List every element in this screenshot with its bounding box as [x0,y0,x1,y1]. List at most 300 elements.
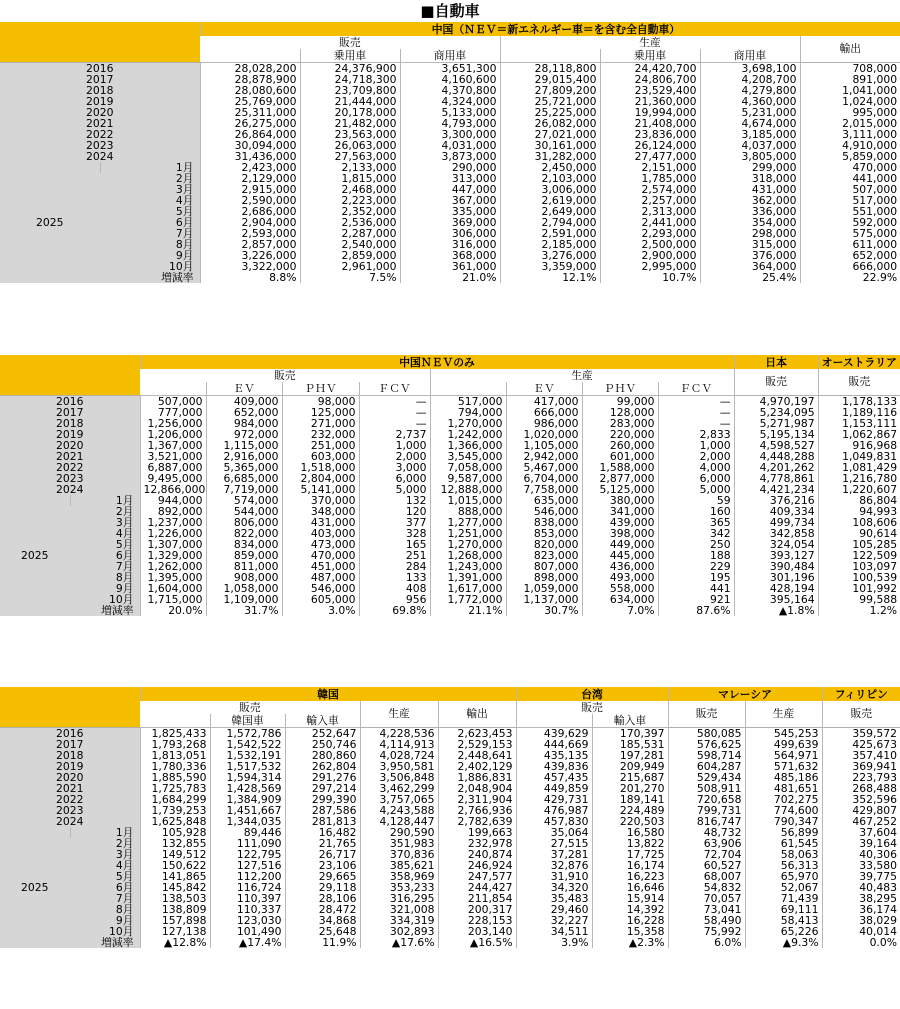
data-cell: 564,971 [745,750,822,761]
table-row [0,594,900,605]
month-label: 1月 [70,827,140,838]
data-cell: 252,647 [285,727,360,739]
data-cell: 75,992 [668,926,745,937]
data-cell: 209,949 [592,761,668,772]
change-rate-label: 増減率 [100,272,200,283]
data-cell: 2,916,000 [206,451,282,462]
data-cell: 86,804 [818,495,900,506]
data-cell: 921 [658,594,734,605]
data-cell: 26,275,000 [200,118,300,129]
data-cell: 5,133,000 [400,107,500,118]
data-cell: 1,391,000 [430,572,506,583]
data-cell: 203,140 [438,926,516,937]
data-cell: 318,000 [700,173,800,184]
table-row [0,539,900,550]
year-label: 2017 [0,739,140,750]
data-cell: 444,669 [516,739,592,750]
data-cell: 5,000 [658,484,734,495]
table-row [0,484,900,495]
table-row [0,74,900,85]
month-label: 8月 [70,904,140,915]
data-cell: 127,516 [210,860,285,871]
data-cell: 1,153,111 [818,418,900,429]
data-cell: 820,000 [506,539,582,550]
data-cell: 601,000 [582,451,658,462]
data-cell: 1,542,522 [210,739,285,750]
data-cell: 4,674,000 [700,118,800,129]
t3-malaysia-header: マレーシア [668,687,822,701]
data-cell: 229 [658,561,734,572]
data-cell: 120 [359,506,430,517]
data-cell: 485,186 [745,772,822,783]
change-rate-cell: 7.5% [300,272,400,283]
table-row [0,451,900,462]
data-cell: 377 [359,517,430,528]
data-cell: 150,622 [140,860,210,871]
data-cell: 1,886,831 [438,772,516,783]
data-cell: 15,358 [592,926,668,937]
data-cell: 165 [359,539,430,550]
data-cell: 328 [359,528,430,539]
data-cell: 58,063 [745,849,822,860]
data-cell: 1,220,607 [818,484,900,495]
data-cell: 551,000 [800,206,900,217]
year-label: 2020 [0,440,140,451]
data-cell: 799,731 [668,805,745,816]
table-row [0,904,900,915]
data-cell: 357,410 [822,750,900,761]
data-cell: 48,732 [668,827,745,838]
data-cell: 398,000 [582,528,658,539]
data-cell: 4,598,527 [734,440,818,451]
change-rate-cell: 12.1% [500,272,600,283]
change-rate-cell: 6.0% [668,937,745,948]
data-cell: 15,914 [592,893,668,904]
data-cell: 580,085 [668,727,745,739]
data-cell: 708,000 [800,62,900,74]
t2-group-header: 中国ＮＥＶのみ [140,355,734,369]
data-cell: 302,893 [360,926,438,937]
data-cell: 2,133,000 [300,162,400,173]
year-label: 2016 [0,62,200,74]
data-cell: 439,000 [582,517,658,528]
year-label: 2022 [0,794,140,805]
data-cell: 25,648 [285,926,360,937]
data-cell: 470,000 [800,162,900,173]
data-cell: 1,344,035 [210,816,285,827]
data-cell: 1,572,786 [210,727,285,739]
data-cell: 544,000 [206,506,282,517]
data-cell: — [359,395,430,407]
data-cell: — [658,407,734,418]
data-cell: — [359,407,430,418]
data-cell: 806,000 [206,517,282,528]
data-cell: 341,000 [582,506,658,517]
data-cell: 4,279,800 [700,85,800,96]
month-label: 10月 [70,926,140,937]
data-cell: 441 [658,583,734,594]
data-cell: 316,295 [360,893,438,904]
data-cell: 25,721,000 [500,96,600,107]
data-cell: 1,206,000 [140,429,206,440]
data-cell: 197,281 [592,750,668,761]
data-cell: 1,813,051 [140,750,210,761]
month-label: 7月 [100,228,200,239]
data-cell: 390,484 [734,561,818,572]
year-label: 2022 [0,462,140,473]
table-row [0,871,900,882]
data-cell: 250,746 [285,739,360,750]
data-cell: 211,854 [438,893,516,904]
data-cell: 576,625 [668,739,745,750]
data-cell: 2,287,000 [300,228,400,239]
change-rate-cell: 8.8% [200,272,300,283]
month-label: 2月 [100,173,200,184]
data-cell: 2,313,000 [600,206,700,217]
table-row [0,750,900,761]
data-cell: 3,000 [359,462,430,473]
data-cell: 1,256,000 [140,418,206,429]
data-cell: 1,020,000 [506,429,582,440]
data-cell: 1,785,000 [600,173,700,184]
data-cell: 1,226,000 [140,528,206,539]
data-cell: 5,195,134 [734,429,818,440]
t2-sales-fcv-header: ＦＣＶ [359,382,430,395]
data-cell: 1,237,000 [140,517,206,528]
data-cell: 352,596 [822,794,900,805]
data-cell: 529,434 [668,772,745,783]
data-cell: 467,252 [822,816,900,827]
data-cell: 1,243,000 [430,561,506,572]
data-cell: 188 [658,550,734,561]
data-cell: 892,000 [140,506,206,517]
data-cell: 370,000 [282,495,359,506]
asia-table [0,687,900,948]
table-row [0,96,900,107]
data-cell: 122,509 [818,550,900,561]
data-cell: 790,347 [745,816,822,827]
data-cell: 1,617,000 [430,583,506,594]
table-row [0,118,900,129]
data-cell: 476,987 [516,805,592,816]
data-cell: 1,262,000 [140,561,206,572]
data-cell: 27,563,000 [300,151,400,162]
data-cell: 811,000 [206,561,282,572]
data-cell: 1,451,667 [210,805,285,816]
data-cell: 2,223,000 [300,195,400,206]
data-cell: 545,253 [745,727,822,739]
data-cell: 445,000 [582,550,658,561]
data-cell: 132,855 [140,838,210,849]
data-cell: 1,268,000 [430,550,506,561]
data-cell: 2,766,936 [438,805,516,816]
data-cell: 558,000 [582,583,658,594]
month-label: 2月 [70,506,140,517]
data-cell: 972,000 [206,429,282,440]
data-cell: 2,833 [658,429,734,440]
table-row [0,107,900,118]
data-cell: 9,495,000 [140,473,206,484]
table-row [0,605,900,616]
t1-export-header: 輸出 [800,36,900,62]
data-cell: 16,228 [592,915,668,926]
data-cell: 105,928 [140,827,210,838]
data-cell: 35,064 [516,827,592,838]
data-cell: 574,000 [206,495,282,506]
change-rate-label: 増減率 [70,937,140,948]
data-cell: 3,873,000 [400,151,500,162]
data-cell: 3,300,000 [400,129,500,140]
table-row [0,772,900,783]
data-cell: 457,435 [516,772,592,783]
data-cell: 26,864,000 [200,129,300,140]
table-row [0,761,900,772]
data-cell: 1,684,299 [140,794,210,805]
data-cell: 65,970 [745,871,822,882]
data-cell: 517,000 [800,195,900,206]
data-cell: 23,836,000 [600,129,700,140]
t1-corner [0,22,200,62]
data-cell: 297,214 [285,783,360,794]
data-cell: 70,057 [668,893,745,904]
data-cell: 4,778,861 [734,473,818,484]
data-cell: 34,868 [285,915,360,926]
data-cell: 1,000 [359,440,430,451]
china-nev-table [0,355,900,616]
data-cell: 149,512 [140,849,210,860]
t2-production-phv-header: ＰＨＶ [582,382,658,395]
data-cell: 916,968 [818,440,900,451]
data-cell: — [658,395,734,407]
data-cell: 228,153 [438,915,516,926]
data-cell: 1,594,314 [210,772,285,783]
change-rate-cell: 3.0% [282,605,359,616]
data-cell: 290,000 [400,162,500,173]
t2-japan-header: 日本 [734,355,818,369]
year-label: 2021 [0,118,200,129]
table-row [0,462,900,473]
year-label: 2023 [0,140,200,151]
table-row [0,739,900,750]
data-cell: 26,124,000 [600,140,700,151]
data-cell: 26,717 [285,849,360,860]
data-cell: 54,832 [668,882,745,893]
data-cell: 473,000 [282,539,359,550]
table-row [0,184,900,195]
data-cell: 635,000 [506,495,582,506]
data-cell: 499,734 [734,517,818,528]
data-cell: 27,477,000 [600,151,700,162]
data-cell: 2,961,000 [300,261,400,272]
data-cell: 598,714 [668,750,745,761]
month-label: 3月 [70,849,140,860]
data-cell: 29,015,400 [500,74,600,85]
table-row [0,85,900,96]
table-row [0,893,900,904]
data-cell: 517,000 [430,395,506,407]
data-cell: 376,000 [700,250,800,261]
data-cell: 2,804,000 [282,473,359,484]
data-cell: 38,029 [822,915,900,926]
change-rate-cell: 11.9% [285,937,360,948]
data-cell: 244,427 [438,882,516,893]
data-cell: 29,460 [516,904,592,915]
data-cell: 1,793,268 [140,739,210,750]
data-cell: 27,809,200 [500,85,600,96]
data-cell: 1,366,000 [430,440,506,451]
year-2025-label: 2025 [0,495,70,616]
data-cell: 334,319 [360,915,438,926]
data-cell: 342 [658,528,734,539]
data-cell: 3,111,000 [800,129,900,140]
data-cell: 28,878,900 [200,74,300,85]
data-cell: 395,164 [734,594,818,605]
data-cell: 4,031,000 [400,140,500,151]
data-cell: 995,000 [800,107,900,118]
month-label: 3月 [70,517,140,528]
data-cell: 603,000 [282,451,359,462]
data-cell: 365 [658,517,734,528]
data-cell: 251 [359,550,430,561]
data-cell: 5,234,095 [734,407,818,418]
data-cell: 1,329,000 [140,550,206,561]
china-all-vehicles-table [0,22,900,283]
month-label: 4月 [70,860,140,871]
data-cell: 14,392 [592,904,668,915]
data-cell: 1,062,867 [818,429,900,440]
t3-taiwan-imported-header: 輸入車 [592,714,668,727]
data-cell: 409,000 [206,395,282,407]
table-row [0,561,900,572]
data-cell: 431,000 [700,184,800,195]
data-cell: 321,008 [360,904,438,915]
year-label: 2016 [0,727,140,739]
data-cell: 1,815,000 [300,173,400,184]
data-cell: 807,000 [506,561,582,572]
month-label: 4月 [70,528,140,539]
data-cell: 6,000 [658,473,734,484]
data-cell: 508,911 [668,783,745,794]
month-label: 8月 [100,239,200,250]
data-cell: 4,370,800 [400,85,500,96]
data-cell: 220,000 [582,429,658,440]
month-label: 7月 [70,893,140,904]
data-cell: 13,822 [592,838,668,849]
data-cell: 1,384,909 [210,794,285,805]
data-cell: 1,518,000 [282,462,359,473]
data-cell: 27,515 [516,838,592,849]
data-cell: 34,511 [516,926,592,937]
data-cell: 56,899 [745,827,822,838]
data-cell: 449,859 [516,783,592,794]
table-row [0,915,900,926]
table-row [0,395,900,407]
data-cell: 40,306 [822,849,900,860]
data-cell: 546,000 [282,583,359,594]
data-cell: 185,531 [592,739,668,750]
data-cell: 2,782,639 [438,816,516,827]
year-label: 2017 [0,407,140,418]
data-cell: 1,588,000 [582,462,658,473]
data-cell: 12,888,000 [430,484,506,495]
table-row [0,440,900,451]
t3-korea-imported-header: 輸入車 [285,714,360,727]
t1-sales-passenger-header: 乗用車 [300,49,400,62]
data-cell: 5,271,987 [734,418,818,429]
data-cell: 2,591,000 [500,228,600,239]
data-cell: 281,813 [285,816,360,827]
data-cell: 3,757,065 [360,794,438,805]
data-cell: 199,663 [438,827,516,838]
month-label: 9月 [70,583,140,594]
data-cell: 101,490 [210,926,285,937]
data-cell: 908,000 [206,572,282,583]
year-label: 2023 [0,805,140,816]
table-row [0,429,900,440]
table-row [0,783,900,794]
data-cell: 358,969 [360,871,438,882]
table-row [0,140,900,151]
month-label: 7月 [70,561,140,572]
data-cell: 3,322,000 [200,261,300,272]
change-rate-cell: 1.2% [818,605,900,616]
data-cell: 2,623,453 [438,727,516,739]
data-cell: 287,586 [285,805,360,816]
data-cell: 1,105,000 [506,440,582,451]
data-cell: 4,037,000 [700,140,800,151]
data-cell: 1,059,000 [506,583,582,594]
data-cell: 23,106 [285,860,360,871]
data-cell: 449,000 [582,539,658,550]
data-cell: 393,127 [734,550,818,561]
month-label: 1月 [70,495,140,506]
data-cell: 439,629 [516,727,592,739]
data-cell: 429,731 [516,794,592,805]
data-cell: 103,097 [818,561,900,572]
data-cell: 4,243,588 [360,805,438,816]
data-cell: 25,769,000 [200,96,300,107]
data-cell: 56,313 [745,860,822,871]
table-row [0,272,900,283]
data-cell: — [359,418,430,429]
data-cell: 298,000 [700,228,800,239]
data-cell: 110,337 [210,904,285,915]
table-row [0,816,900,827]
data-cell: 24,806,700 [600,74,700,85]
t3-korea-production-header: 生産 [360,701,438,727]
data-cell: 354,000 [700,217,800,228]
data-cell: 5,125,000 [582,484,658,495]
data-cell: 652,000 [206,407,282,418]
data-cell: 299,390 [285,794,360,805]
data-cell: 1,115,000 [206,440,282,451]
data-cell: 2,468,000 [300,184,400,195]
year-label: 2019 [0,761,140,772]
year-label: 2024 [0,816,140,827]
data-cell: 1,725,783 [140,783,210,794]
year-label: 2018 [0,85,200,96]
data-cell: 364,000 [700,261,800,272]
data-cell: 59 [658,495,734,506]
data-cell: 123,030 [210,915,285,926]
data-cell: 2,904,000 [200,217,300,228]
data-cell: 891,000 [800,74,900,85]
data-cell: 200,317 [438,904,516,915]
data-cell: 21,444,000 [300,96,400,107]
table-row [0,473,900,484]
change-rate-cell: 31.7% [206,605,282,616]
data-cell: 2,015,000 [800,118,900,129]
